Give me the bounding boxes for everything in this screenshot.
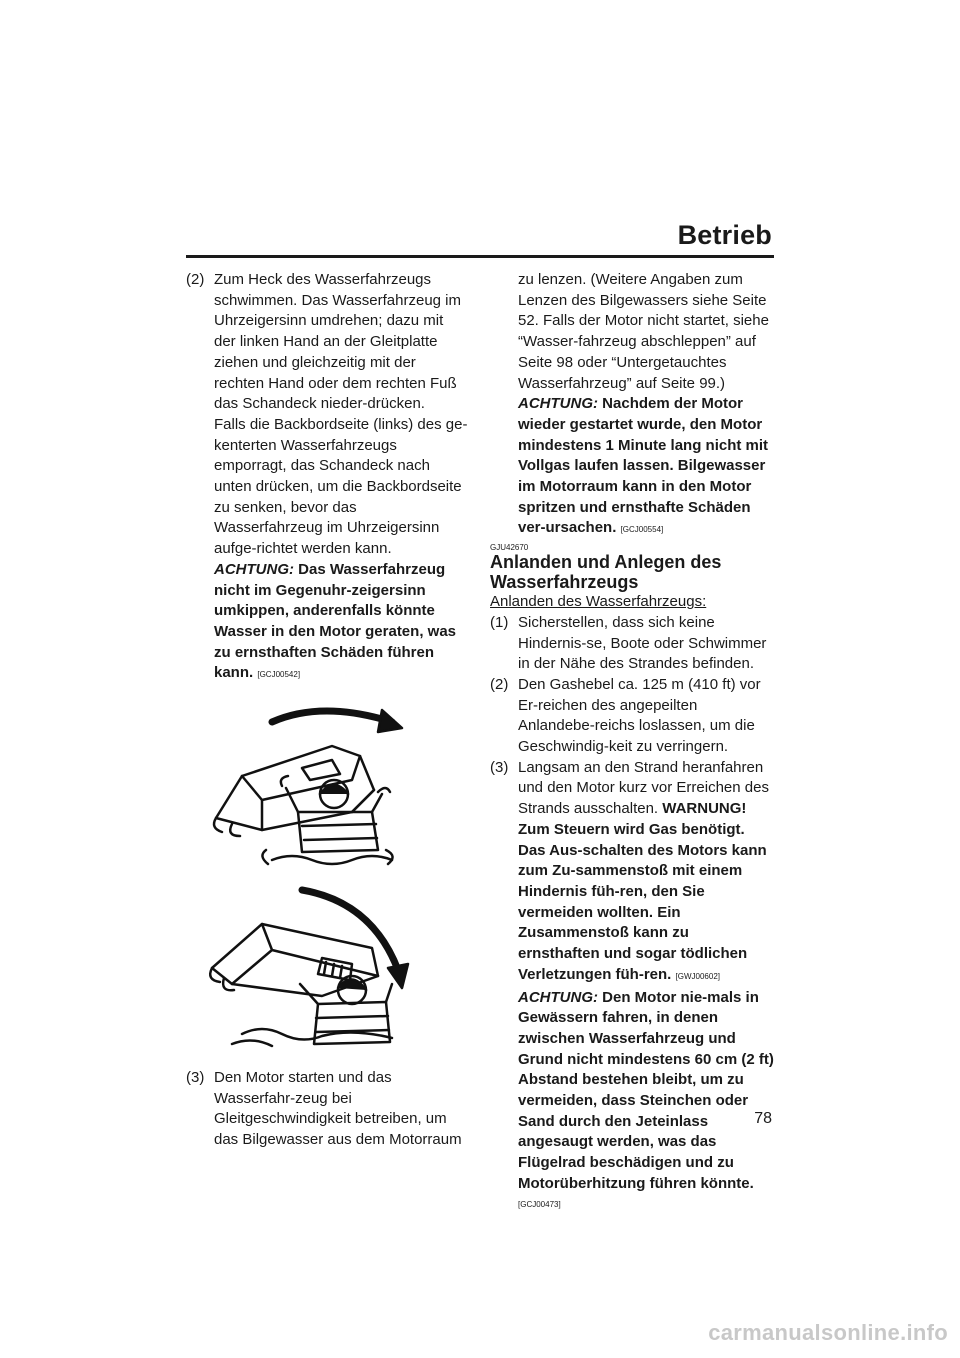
illustration-righting-watercraft-1: [202, 700, 412, 870]
step-text: [518, 758, 774, 1195]
landing-step-1: [490, 613, 774, 675]
illustration-righting-watercraft-2: [202, 884, 412, 1054]
left-column: [186, 270, 468, 1151]
step-number: (3): [490, 758, 509, 776]
step-3-continued: [490, 270, 774, 541]
step-number: (2): [490, 675, 509, 693]
caution-label: ACHTUNG:: [518, 988, 598, 1006]
step-text: Sicherstellen, dass sich keine Hindernis-se, Boote oder Schwimmer in der Nähe des Strandes befinden.: [518, 613, 767, 673]
caution-text: Das Wasserfahrzeug nicht im Gegenuhr-zeigersinn umkippen, anderenfalls könnte Wasser in den Motor geraten, was zu ernsthaften Schäden führen kann.: [214, 560, 456, 682]
caution-code: [GCJ00473]: [518, 1199, 561, 1209]
step-text: Den Motor starten und das Wasserfahr-zeug bei Gleitgeschwindigkeit betreiben, um das Bilgewasser aus dem Motorraum: [214, 1069, 462, 1149]
right-column: [490, 270, 774, 1215]
warning-text: WARNUNG! Zum Steuern wird Gas benötigt. Das Aus-schalten des Motors kann zum Zu-sammenstoß mit einem Hindernis füh-ren, den Sie vermeiden wollten. Ein Zusammenstoß kann zu ernsthaften und sogar tödlichen Verletzungen füh-ren.: [518, 800, 767, 983]
caution-code: [GCJ00554]: [620, 525, 664, 535]
watermark: carmanualsonline.info: [708, 1320, 948, 1345]
section-code: GJU42670: [490, 543, 529, 553]
step-text: Zum Heck des Wasserfahrzeugs schwimmen. Das Wasserfahrzeug im Uhrzeigersinn umdrehen; dazu mit der linken Hand an der Gleitplatte ziehen und gleichzeitig mit der rechten Hand oder dem rechten Fuß das Schandeck nieder-drücken.: [214, 271, 462, 413]
header-rule: [186, 255, 774, 258]
step-2: [186, 270, 468, 686]
page-number: 78: [754, 1110, 772, 1127]
caution-text: Den Motor nie-mals in Gewässern fahren, in denen zwischen Wasserfahrzeug und Grund nicht mindestens 60 cm (2 ft) Abstand bestehen bleibt, um zu vermeiden, dass Steinchen oder Sand durch den Jeteinlass angesaugt werden, was das Flügelrad beschädigen und zu Motorüberhitzung führen könnte.: [518, 988, 774, 1192]
step-3: [186, 1068, 468, 1151]
caution-label: ACHTUNG:: [518, 395, 598, 413]
warning-code: [GWJ00602]: [675, 971, 720, 981]
step-text-continued: zu lenzen. (Weitere Angaben zum Lenzen des Bilgewassers siehe Seite 52. Falls der Motor nicht startet, siehe “Wasser-fahrzeug abschleppen” auf Seite 98 oder “Untergetauchtes Wasserfahrzeug” auf Seite 99.): [518, 271, 769, 392]
caution-text: Nachdem der Motor wieder gestartet wurde, den Motor mindestens 1 Minute lang nicht mit Vollgas laufen lassen. Bilgewasser im Motorraum kann in den Motor spritzen und ernsthafte Schäden ver-ursachen.: [518, 395, 769, 537]
step-number: (3): [186, 1069, 205, 1087]
page-title: Betrieb: [677, 220, 772, 250]
step-text: Den Gashebel ca. 125 m (410 ft) vor Er-reichen des angepeilten Anlandebe-reichs loslassen, um die Geschwindig-keit zu verringern.: [518, 675, 761, 756]
step-number: (2): [186, 271, 205, 288]
landing-step-3: [490, 758, 774, 1215]
step-text: [518, 270, 774, 541]
section-title: Anlanden und Anlegen des Wasserfahrzeugs: [490, 552, 722, 593]
sub-heading: Anlanden des Wasserfahrzeugs:: [490, 593, 707, 611]
step-text: [214, 415, 468, 686]
landing-step-2: [490, 675, 774, 758]
step-number: (1): [490, 613, 509, 631]
step-text-3: Langsam an den Strand heranfahren und den Motor kurz vor Erreichen des Strands ausschalten.: [518, 758, 769, 818]
step-text-2: Falls die Backbordseite (links) des ge-kenterten Wasserfahrzeugs emporragt, das Schandeck nach unten drücken, um die Backbordseite zu senken, bevor das Wasserfahrzeug im Uhrzeigersinn aufge-richtet werden kann.: [214, 415, 468, 558]
caution-label: ACHTUNG:: [214, 560, 294, 578]
caution-code: [GCJ00542]: [257, 670, 301, 680]
